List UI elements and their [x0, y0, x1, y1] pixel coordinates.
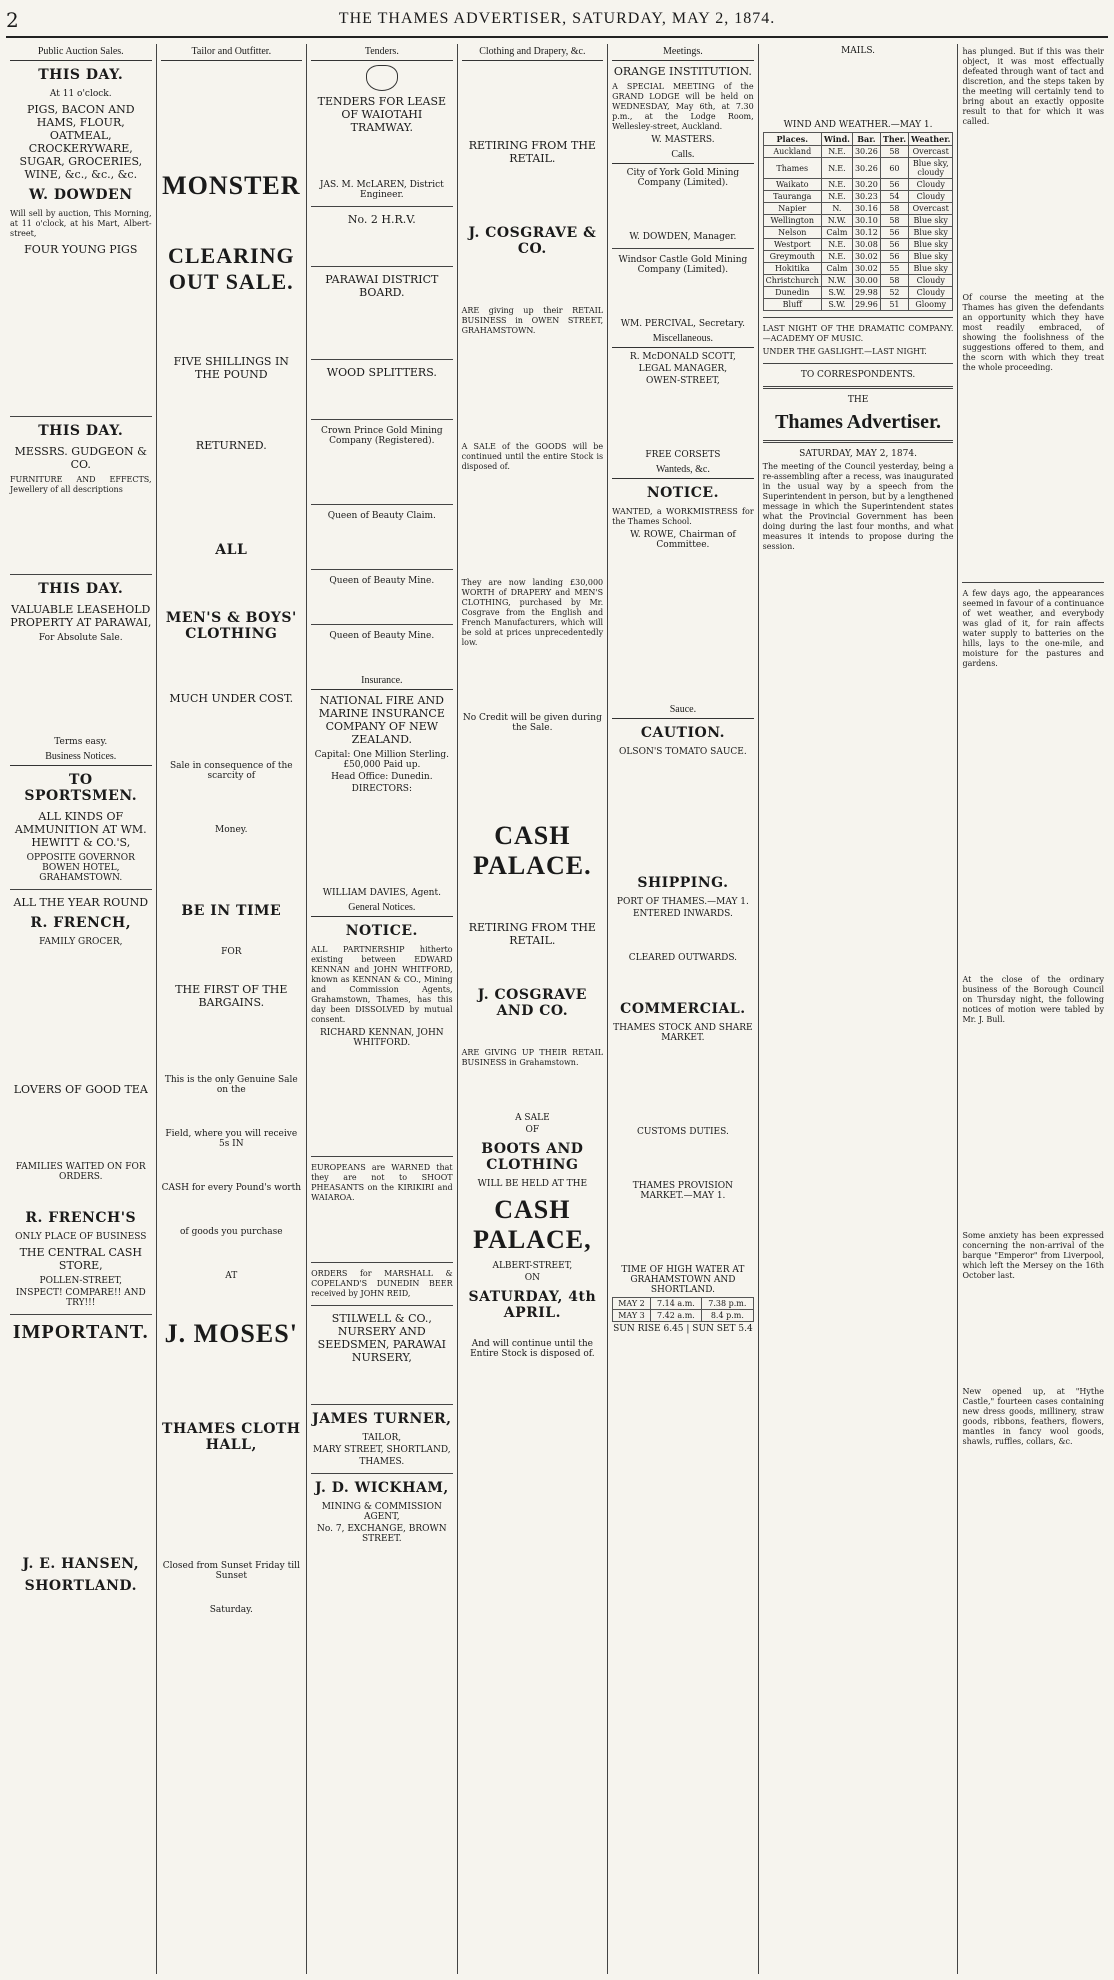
- table-cell: 30.02: [852, 263, 880, 275]
- ad-text: THE CENTRAL CASH STORE,: [19, 1246, 142, 1272]
- ad-headline: NATIONAL FIRE AND MARINE INSURANCE COMPANY OF NEW ZEALAND.: [318, 694, 445, 746]
- table-cell: 7.42 a.m.: [650, 1310, 701, 1322]
- time: At 11 o'clock.: [49, 89, 112, 99]
- ad-text: FURNITURE AND EFFECTS, Jewellery of all descriptions: [10, 475, 152, 494]
- ad-text: AT: [225, 1271, 238, 1281]
- ad-text: WANTED, a WORKMISTRESS for the Thames School.: [612, 507, 754, 526]
- ad-text: CASH for every Pound's worth: [161, 1183, 301, 1193]
- table-cell: 60: [880, 158, 908, 179]
- ad-name: J. E. HANSEN,: [22, 1556, 140, 1572]
- ad-text: ARE giving up their RETAIL BUSINESS in OWEN STREET, GRAHAMSTOWN.: [461, 306, 604, 335]
- ad-name: R. FRENCH'S: [25, 1210, 137, 1226]
- table-cell: Cloudy: [908, 191, 952, 203]
- ad-text: LAST NIGHT OF THE DRAMATIC COMPANY.—ACADEMY OF MUSIC.: [762, 324, 954, 343]
- ad-headline: NOTICE.: [646, 485, 719, 501]
- table-cell: Tauranga: [763, 191, 821, 203]
- column-drapery: [457, 44, 608, 1974]
- table-row: [763, 287, 953, 299]
- ad-text: THE FIRST OF THE BARGAINS.: [175, 983, 288, 1009]
- ad-name: R. McDONALD SCOTT,: [629, 352, 736, 362]
- section-heading: Tenders.: [311, 44, 453, 61]
- table-cell: 56: [880, 179, 908, 191]
- ad-headline: Queen of Beauty Claim.: [327, 511, 436, 521]
- table-header-cell: Wind.: [821, 133, 852, 146]
- table-cell: Westport: [763, 239, 821, 251]
- table-cell: Hokitika: [763, 263, 821, 275]
- ad-text: No. 7, EXCHANGE, BROWN STREET.: [317, 1524, 447, 1544]
- ad-headline: FOUR YOUNG PIGS: [24, 243, 138, 256]
- ad-text: Money.: [215, 825, 248, 835]
- ad-headline: OLSON'S TOMATO SAUCE.: [619, 747, 747, 757]
- this-day: THIS DAY.: [38, 67, 124, 83]
- news-subheading: CUSTOMS DUTIES.: [636, 1127, 729, 1137]
- ad-text: EUROPEANS are WARNED that they are not to SHOOT PHEASANTS on the KIRIKIRI and WAIAROA.: [311, 1163, 453, 1202]
- ad-text: RETURNED.: [195, 439, 267, 452]
- table-header-row: [763, 133, 953, 146]
- section-heading: Public Auction Sales.: [10, 44, 152, 61]
- table-row: [763, 179, 953, 191]
- table-cell: N.E.: [821, 239, 852, 251]
- ad-signature: W. ROWE, Chairman of Committee.: [630, 530, 736, 550]
- table-cell: Calm: [821, 227, 852, 239]
- table-cell: Calm: [821, 263, 852, 275]
- table-cell: 58: [880, 146, 908, 158]
- ad-text: FAMILY GROCER,: [39, 937, 123, 947]
- ad-signature: JAS. M. McLAREN, District Engineer.: [319, 180, 444, 200]
- ad-text: ALL KINDS OF AMMUNITION AT WM. HEWITT & CO.'S,: [14, 810, 147, 849]
- editorial-title: Thames Advertiser.: [775, 411, 942, 433]
- table-cell: N.E.: [821, 179, 852, 191]
- table-cell: 58: [880, 215, 908, 227]
- ad-headline: ALL THE YEAR ROUND: [13, 896, 149, 909]
- table-row: [613, 1310, 754, 1322]
- ad-text: Head Office: Dunedin.: [331, 772, 433, 782]
- news-subheading: PORT OF THAMES.—MAY 1.: [616, 897, 749, 907]
- column-tenders: [306, 44, 457, 1974]
- ad-text: OWEN-STREET,: [646, 376, 720, 386]
- ad-text: And will continue until the Entire Stock is disposed of.: [470, 1339, 595, 1359]
- ad-text: Field, where you will receive 5s IN: [165, 1129, 298, 1149]
- ad-name: J. COSGRAVE AND CO.: [477, 987, 587, 1019]
- ad-text: UNDER THE GASLIGHT.—LAST NIGHT.: [762, 347, 927, 356]
- table-cell: Overcast: [908, 203, 952, 215]
- table-row: [763, 146, 953, 158]
- ad-text: Will sell by auction, This Morning, at 11 o'clock, at his Mart, Albert-street,: [10, 209, 152, 238]
- ad-text: DIRECTORS:: [351, 784, 412, 794]
- table-row: [613, 1298, 754, 1310]
- table-row: [763, 227, 953, 239]
- editorial-text: has plunged. But if this was their object, it was most effectually defeated through want of tact and discretion, and the steps taken by the meeting will certainly tend to bring about an exactly opposite result to that for which it was called.: [962, 47, 1104, 126]
- column-auction-sales: [6, 44, 156, 1974]
- table-cell: N.W.: [821, 215, 852, 227]
- ad-headline: No. 2 H.R.V.: [347, 213, 416, 226]
- table-cell: 30.20: [852, 179, 880, 191]
- table-cell: Cloudy: [908, 275, 952, 287]
- ad-headline: LOVERS OF GOOD TEA: [13, 1083, 148, 1096]
- table-cell: Thames: [763, 158, 821, 179]
- table-cell: MAY 3: [613, 1310, 651, 1322]
- section-heading: Insurance.: [311, 673, 453, 690]
- ad-signature: W. DOWDEN, Manager.: [629, 232, 737, 242]
- table-row: [763, 239, 953, 251]
- section-heading: General Notices.: [311, 900, 453, 917]
- table-cell: Gloomy: [908, 299, 952, 311]
- table-cell: Greymouth: [763, 251, 821, 263]
- ad-text: Saturday.: [209, 1605, 253, 1615]
- ad-text: ALL: [215, 542, 248, 558]
- ad-signature: WILLIAM DAVIES, Agent.: [322, 888, 441, 898]
- table-cell: Christchurch: [763, 275, 821, 287]
- table-cell: 30.00: [852, 275, 880, 287]
- ad-headline: RETIRING FROM THE RETAIL.: [468, 921, 596, 947]
- ad-headline: BE IN TIME: [181, 903, 282, 919]
- ad-headline: CASH PALACE.: [473, 821, 592, 880]
- ad-text: Closed from Sunset Friday till Sunset: [162, 1561, 300, 1581]
- table-cell: N.: [821, 203, 852, 215]
- table-header-cell: Places.: [763, 133, 821, 146]
- table-cell: Auckland: [763, 146, 821, 158]
- news-subheading: THAMES PROVISION MARKET.—MAY 1.: [632, 1181, 734, 1201]
- ad-text: ORDERS for MARSHALL & COPELAND'S DUNEDIN BEER received by JOHN REID,: [311, 1269, 453, 1298]
- sun-times: SUN RISE 6.45 | SUN SET 5.4: [613, 1324, 753, 1334]
- ad-text: of goods you purchase: [179, 1227, 283, 1237]
- table-cell: 30.26: [852, 158, 880, 179]
- column-tailor: [156, 44, 307, 1974]
- table-cell: 30.26: [852, 146, 880, 158]
- ad-text: Terms easy.: [54, 737, 108, 747]
- ad-headline: ORANGE INSTITUTION.: [613, 65, 752, 78]
- ad-headline: MONSTER: [162, 171, 301, 200]
- ad-headline: BOOTS AND CLOTHING: [481, 1141, 584, 1173]
- weather-title: WIND AND WEATHER.—MAY 1.: [783, 120, 933, 130]
- table-row: [763, 299, 953, 311]
- ad-headline: PIGS, BACON AND HAMS, FLOUR, OATMEAL, CROCKERYWARE, SUGAR, GROCERIES, WINE, &c., &c., &c.: [19, 103, 143, 181]
- table-row: [763, 158, 953, 179]
- ad-text: A SALE of the GOODS will be continued until the entire Stock is disposed of.: [461, 442, 604, 471]
- news-heading: COMMERCIAL.: [620, 1001, 746, 1017]
- ad-headline: MEN'S & BOYS' CLOTHING: [165, 610, 297, 642]
- table-cell: 55: [880, 263, 908, 275]
- table-cell: Blue sky: [908, 239, 952, 251]
- table-cell: Cloudy: [908, 287, 952, 299]
- table-header-cell: Ther.: [880, 133, 908, 146]
- table-cell: Bluff: [763, 299, 821, 311]
- ad-text: THAMES.: [359, 1457, 405, 1467]
- section-heading: Clothing and Drapery, &c.: [462, 44, 604, 61]
- table-cell: 56: [880, 227, 908, 239]
- ad-text: ONLY PLACE OF BUSINESS: [15, 1232, 147, 1242]
- ad-headline: CLEARING OUT SALE.: [168, 243, 295, 294]
- editorial-the: THE: [847, 395, 869, 405]
- news-text: A few days ago, the appearances seemed in favour of a continuance of wet weather, and everybody was glad of it, for rain affects water supply to batteries on the hills, lays to the one-mile, and moisture for the pastures and gardens.: [962, 589, 1104, 668]
- ad-text: No Credit will be given during the Sale.: [462, 713, 602, 733]
- ad-text: Sale in consequence of the scarcity of: [170, 761, 293, 781]
- ad-name: THAMES CLOTH HALL,: [162, 1421, 301, 1453]
- table-row: [763, 275, 953, 287]
- table-cell: MAY 2: [613, 1298, 651, 1310]
- ad-text: INSPECT! COMPARE!! AND TRY!!!: [15, 1288, 146, 1308]
- crest-icon: [366, 65, 398, 91]
- table-cell: Blue sky: [908, 263, 952, 275]
- ad-text: This is the only Genuine Sale on the: [164, 1075, 298, 1095]
- ad-text: OF: [525, 1125, 540, 1135]
- ad-headline: TO SPORTSMEN.: [24, 772, 138, 804]
- news-text: Some anxiety has been expressed concerning the non-arrival of the barque "Emperor" from Liverpool, which left the Mersey on the 16th October last.: [962, 1231, 1104, 1280]
- ad-text: MUCH UNDER COST.: [169, 692, 294, 705]
- table-cell: 7.38 p.m.: [702, 1298, 754, 1310]
- ad-text: WILL BE HELD AT THE: [477, 1179, 588, 1189]
- ad-headline: STILWELL & CO., NURSERY AND SEEDSMEN, PARAWAI NURSERY,: [317, 1312, 446, 1364]
- table-cell: N.E.: [821, 191, 852, 203]
- ad-text: POLLEN-STREET,: [39, 1276, 123, 1286]
- ad-text: ARE GIVING UP THEIR RETAIL BUSINESS in Grahamstown.: [461, 1048, 604, 1067]
- ad-text: They are now landing £30,000 WORTH of DRAPERY and MEN'S CLOTHING, purchased by Mr. Cosgrave from the English and French Manufacturers, which will be sold at prices unprecedentedly low.: [461, 578, 604, 647]
- ad-signature: W. MASTERS.: [651, 135, 715, 145]
- ad-headline: City of York Gold Mining Company (Limited).: [626, 168, 740, 188]
- ad-name: J. MOSES': [164, 1319, 298, 1348]
- table-cell: Blue sky: [908, 251, 952, 263]
- ad-text: OPPOSITE GOVERNOR BOWEN HOTEL, GRAHAMSTOWN.: [26, 853, 135, 883]
- news-subheading: ENTERED INWARDS.: [632, 909, 733, 919]
- table-row: [763, 251, 953, 263]
- ad-headline: NOTICE.: [345, 923, 418, 939]
- news-heading: SHIPPING.: [637, 875, 729, 891]
- ad-headline: CAUTION.: [640, 725, 725, 741]
- ad-headline: Queen of Beauty Mine.: [329, 631, 435, 641]
- table-cell: 58: [880, 203, 908, 215]
- table-cell: 51: [880, 299, 908, 311]
- ad-headline: FREE CORSETS: [645, 450, 721, 460]
- ad-list: [10, 260, 152, 410]
- table-cell: Blue sky: [908, 227, 952, 239]
- table-cell: Nelson: [763, 227, 821, 239]
- table-header-cell: Weather.: [908, 133, 952, 146]
- table-cell: Overcast: [908, 146, 952, 158]
- column-editorial: [758, 44, 958, 1974]
- table-cell: N.W.: [821, 275, 852, 287]
- table-cell: Blue sky, cloudy: [908, 158, 952, 179]
- columns: [6, 44, 1108, 1974]
- ad-text: ALBERT-STREET,: [492, 1261, 573, 1271]
- ad-text: LEGAL MANAGER,: [638, 364, 728, 374]
- news-text: At the close of the ordinary business of the Borough Council on Thursday night, the following notices of motion were tabled by Mr. J. Bull.: [962, 975, 1104, 1024]
- table-cell: N.E.: [821, 146, 852, 158]
- table-cell: 56: [880, 251, 908, 263]
- table-cell: 30.08: [852, 239, 880, 251]
- ad-text: A SPECIAL MEETING of the GRAND LODGE will be held on WEDNESDAY, May 6th, at 7.30 p.m., at the Lodge Room, Wellesley-street, Auckland.: [612, 82, 754, 131]
- ad-text: Capital: One Million Sterling. £50,000 Paid up.: [314, 750, 450, 770]
- ad-name: J. D. WICKHAM,: [314, 1480, 449, 1496]
- section-heading: Meetings.: [612, 44, 754, 61]
- table-cell: 30.23: [852, 191, 880, 203]
- table-row: [763, 215, 953, 227]
- table-cell: 52: [880, 287, 908, 299]
- this-day: THIS DAY.: [38, 581, 124, 597]
- news-subheading: CLEARED OUTWARDS.: [628, 953, 738, 963]
- ad-text: For Absolute Sale.: [38, 633, 123, 643]
- ad-text: MARY STREET, SHORTLAND,: [313, 1445, 451, 1455]
- editorial-text: Of course the meeting at the Thames has given the defendants an opportunity which they have most readily embraced, of showing the foolishness of the suggestions offered to them, and the scorn with which they treat the whole proceeding.: [962, 293, 1104, 372]
- ad-text: TAILOR,: [362, 1433, 402, 1443]
- ad-headline: VALUABLE LEASEHOLD PROPERTY AT PARAWAI,: [10, 603, 152, 629]
- ad-name: JAMES TURNER,: [312, 1411, 452, 1427]
- ad-text: FIVE SHILLINGS IN THE POUND: [173, 355, 289, 381]
- table-cell: 29.98: [852, 287, 880, 299]
- ad-headline: Windsor Castle Gold Mining Company (Limited).: [618, 255, 748, 275]
- ad-location: SHORTLAND.: [24, 1578, 137, 1594]
- section-heading: Calls.: [612, 147, 754, 164]
- table-cell: 54: [880, 191, 908, 203]
- ad-text: ALL PARTNERSHIP hitherto existing between EDWARD KENNAN and JOHN WHITFORD, known as KENNAN & CO., Mining and Commission Agents, Grahamstown, Thames, has this day been DISSOLVED by mutual consent.: [311, 945, 453, 1024]
- ad-signature: WM. PERCIVAL, Secretary.: [620, 319, 746, 329]
- news-subheading: THAMES STOCK AND SHARE MARKET.: [613, 1023, 753, 1043]
- this-day: THIS DAY.: [38, 423, 124, 439]
- ad-signature: RICHARD KENNAN, JOHN WHITFORD.: [319, 1028, 444, 1048]
- ad-text: MINING & COMMISSION AGENT,: [321, 1502, 442, 1522]
- section-heading: MAILS.: [841, 46, 876, 56]
- table-cell: 29.96: [852, 299, 880, 311]
- table-cell: 8.4 p.m.: [702, 1310, 754, 1322]
- table-cell: Napier: [763, 203, 821, 215]
- tide-table: [612, 1297, 754, 1322]
- table-cell: 30.02: [852, 251, 880, 263]
- table-cell: 56: [880, 239, 908, 251]
- section-heading: Tailor and Outfitter.: [161, 44, 303, 61]
- auctioneer: MESSRS. GUDGEON & CO.: [14, 445, 147, 471]
- table-cell: 58: [880, 275, 908, 287]
- column-meetings: [607, 44, 758, 1974]
- ad-headline: WOOD SPLITTERS.: [326, 366, 437, 379]
- table-cell: N.E.: [821, 158, 852, 179]
- table-cell: 30.16: [852, 203, 880, 215]
- table-cell: S.W.: [821, 287, 852, 299]
- ad-headline: TENDERS FOR LEASE OF WAIOTAHI TRAMWAY.: [317, 95, 447, 134]
- masthead: THE THAMES ADVERTISER, SATURDAY, MAY 2, 1874.: [338, 10, 776, 27]
- ad-headline: PARAWAI DISTRICT BOARD.: [325, 273, 439, 299]
- ad-headline: RETIRING FROM THE RETAIL.: [468, 139, 596, 165]
- table-cell: Wellington: [763, 215, 821, 227]
- editorial-date: SATURDAY, MAY 2, 1874.: [799, 449, 917, 459]
- ad-date: SATURDAY, 4th APRIL.: [468, 1289, 597, 1321]
- ad-headline: IMPORTANT.: [12, 1321, 149, 1343]
- ad-headline: Queen of Beauty Mine.: [329, 576, 435, 586]
- page-header: [6, 6, 1108, 38]
- auctioneer: W. DOWDEN: [29, 187, 133, 203]
- table-row: [763, 191, 953, 203]
- section-heading: Wanteds, &c.: [612, 462, 754, 479]
- ad-text: FAMILIES WAITED ON FOR ORDERS.: [15, 1162, 146, 1182]
- table-cell: N.E.: [821, 251, 852, 263]
- table-cell: S.W.: [821, 299, 852, 311]
- ad-text: ON: [524, 1273, 540, 1283]
- table-cell: 30.12: [852, 227, 880, 239]
- news-text: New opened up, at "Hythe Castle," fourteen cases containing new dress goods, millinery, straw goods, ribbons, feathers, flowers, mantles in fancy wool goods, shawls, ruffles, collars, &c.: [962, 1387, 1104, 1446]
- column-news: [957, 44, 1108, 1974]
- table-cell: 7.14 a.m.: [650, 1298, 701, 1310]
- section-heading: Business Notices.: [10, 749, 152, 766]
- table-cell: 30.10: [852, 215, 880, 227]
- table-cell: Waikato: [763, 179, 821, 191]
- weather-table: [763, 132, 954, 311]
- table-header-cell: Bar.: [852, 133, 880, 146]
- ad-text: FOR: [221, 947, 242, 957]
- section-heading: Sauce.: [612, 702, 754, 719]
- tide-title: TIME OF HIGH WATER AT GRAHAMSTOWN AND SHORTLAND.: [621, 1265, 745, 1295]
- ad-headline: Crown Prince Gold Mining Company (Registered).: [320, 426, 443, 446]
- ad-headline: CASH PALACE,: [473, 1195, 592, 1254]
- section-heading: Miscellaneous.: [612, 331, 754, 348]
- page-number: 2: [6, 8, 19, 32]
- table-cell: Dunedin: [763, 287, 821, 299]
- table-cell: Cloudy: [908, 179, 952, 191]
- table-row: [763, 203, 953, 215]
- table-cell: Blue sky: [908, 215, 952, 227]
- ad-name: R. FRENCH,: [30, 915, 132, 931]
- ad-text: A SALE: [515, 1113, 550, 1123]
- editorial-text: The meeting of the Council yesterday, being a re-assembling after a recess, was inaugurated in the usual way by a speech from the Superintendent in person, but by a lengthened message in which the Superintendent states what the Provincial Government has been doing during the last four months, and what measures it intends to propose during the session.: [762, 462, 954, 551]
- news-subheading: TO CORRESPONDENTS.: [800, 370, 916, 380]
- table-row: [763, 263, 953, 275]
- ad-name: J. COSGRAVE & CO.: [468, 225, 597, 257]
